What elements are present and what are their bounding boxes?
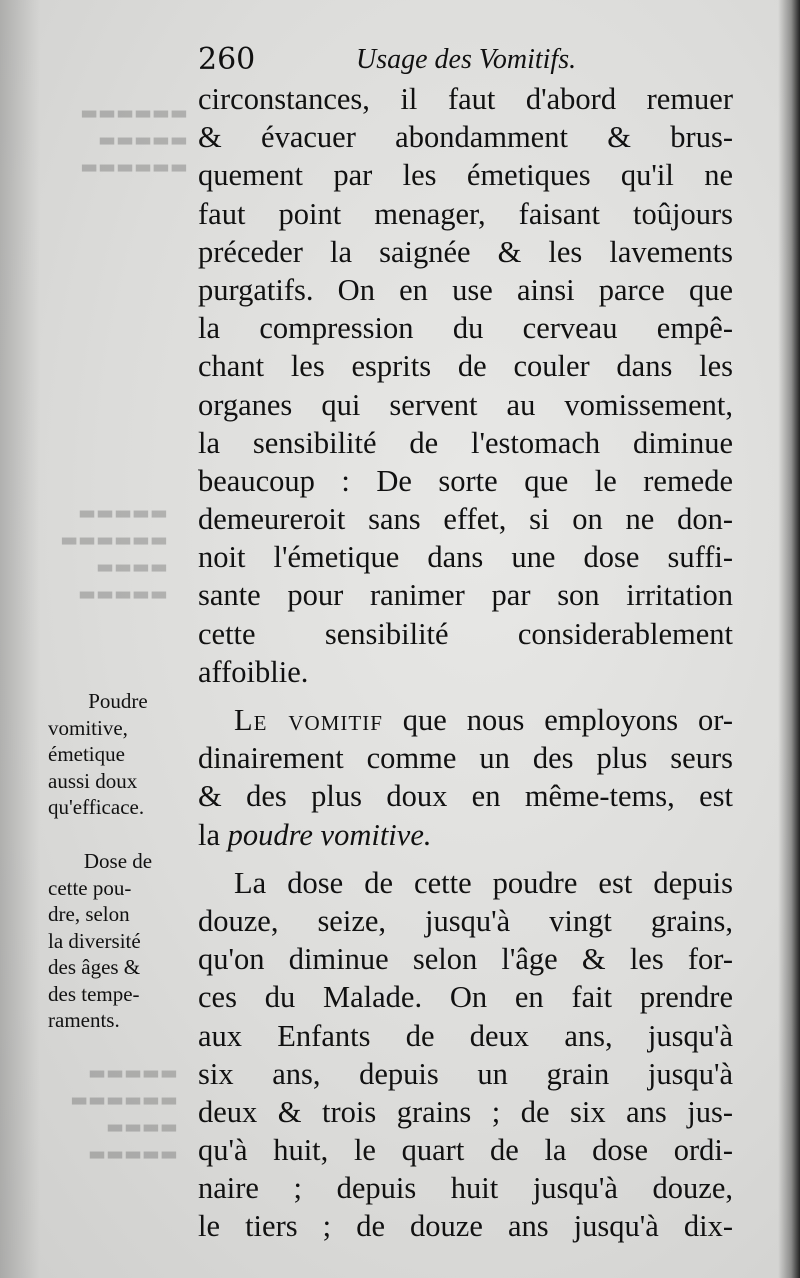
main-text bbox=[198, 80, 733, 1246]
text-line: quement par les émetiques qu'il ne bbox=[198, 158, 733, 193]
lead-words: Le vomitif bbox=[234, 703, 383, 737]
text-line: douze, seize, jusqu'à vingt grains, bbox=[198, 903, 733, 938]
text-line: faut point menager, faisant toûjours bbox=[198, 196, 733, 231]
text-line: qu'à huit, le quart de la dose ordi- bbox=[198, 1133, 733, 1168]
margin-note-line: la diversité bbox=[48, 928, 141, 953]
text-line: la sensibilité de l'estomach diminue bbox=[198, 425, 733, 460]
margin-note-line: des âges & bbox=[48, 955, 141, 979]
paragraph-gap bbox=[198, 691, 733, 701]
gutter-shadow bbox=[778, 0, 800, 1278]
text-line: qu'on diminue selon l'âge & les for- bbox=[198, 942, 733, 977]
italic-term: poudre vomitive. bbox=[227, 817, 432, 852]
text-line: six ans, depuis un grain jusqu'à bbox=[198, 1056, 733, 1091]
running-title: Usage des Vomitifs. bbox=[356, 44, 577, 75]
margin-note-line: aussi doux bbox=[48, 768, 138, 793]
text-line: & évacuer abondamment & brus- bbox=[198, 120, 733, 155]
margin-note-line: dre, selon bbox=[48, 902, 130, 926]
text-line: beaucoup : De sorte que le remede bbox=[198, 463, 733, 498]
show-through: ▬▬▬▬▬ ▬▬▬▬▬▬ ▬▬▬▬ ▬▬▬▬▬ bbox=[70, 1062, 178, 1165]
text-line: cette sensibilité considerablement bbox=[198, 616, 733, 651]
text-line: organes qui servent au vomissement, bbox=[198, 387, 733, 422]
text-line: demeureroit sans effet, si on ne don- bbox=[198, 502, 733, 537]
paragraph-gap bbox=[198, 854, 733, 864]
text-line: affoiblie. bbox=[198, 654, 309, 689]
text-line bbox=[198, 816, 733, 854]
margin-note-line: émetique bbox=[48, 742, 125, 766]
margin-note-line: Dose de bbox=[83, 849, 153, 873]
text-run: que nous employons or- bbox=[382, 703, 733, 737]
text-run: la bbox=[198, 817, 228, 852]
margin-note-line: vomitive, bbox=[48, 715, 128, 740]
text-line: sante pour ranimer par son irritation bbox=[198, 578, 733, 613]
text-line: noit l'émetique dans une dose suffi- bbox=[198, 540, 733, 575]
text-line: dinairement comme un des plus seurs bbox=[198, 741, 733, 776]
margin-note-line: qu'efficace. bbox=[48, 795, 145, 819]
text-line: préceder la saignée & les lavements bbox=[198, 234, 733, 269]
show-through: ▬▬▬▬▬▬ ▬▬▬▬▬ ▬▬▬▬▬▬ bbox=[80, 102, 188, 178]
text-line: chant les esprits de couler dans les bbox=[198, 349, 733, 384]
running-header bbox=[198, 42, 733, 82]
margin-note-line: raments. bbox=[48, 1008, 120, 1032]
text-line: aux Enfants de deux ans, jusqu'à bbox=[198, 1018, 733, 1053]
page-number: 260 bbox=[198, 42, 256, 77]
margin-note-line: cette pou- bbox=[48, 875, 132, 900]
margin-note-powder bbox=[48, 688, 188, 821]
margin-note-dose bbox=[48, 848, 188, 1034]
text-line: deux & trois grains ; de six ans jus- bbox=[198, 1094, 733, 1129]
text-line: ces du Malade. On en fait prendre bbox=[198, 980, 733, 1015]
text-line: & des plus doux en même-tems, est bbox=[198, 779, 733, 814]
text-line: circonstances, il faut d'abord remuer bbox=[198, 82, 733, 116]
show-through: ▬▬▬▬▬ ▬▬▬▬▬▬ ▬▬▬▬ ▬▬▬▬▬ bbox=[60, 502, 168, 605]
text-line: la compression du cerveau empê- bbox=[198, 311, 733, 346]
text-line: naire ; depuis huit jusqu'à douze, bbox=[198, 1171, 733, 1206]
text-line bbox=[198, 701, 733, 739]
margin-note-line: Poudre bbox=[88, 689, 148, 713]
text-line: le tiers ; de douze ans jusqu'à dix- bbox=[198, 1209, 733, 1244]
text-line: purgatifs. On en use ainsi parce que bbox=[198, 272, 733, 307]
page-edge-shadow bbox=[0, 0, 40, 1278]
margin-note-line: des tempe- bbox=[48, 981, 140, 1006]
text-line: La dose de cette poudre est depuis bbox=[234, 865, 733, 900]
